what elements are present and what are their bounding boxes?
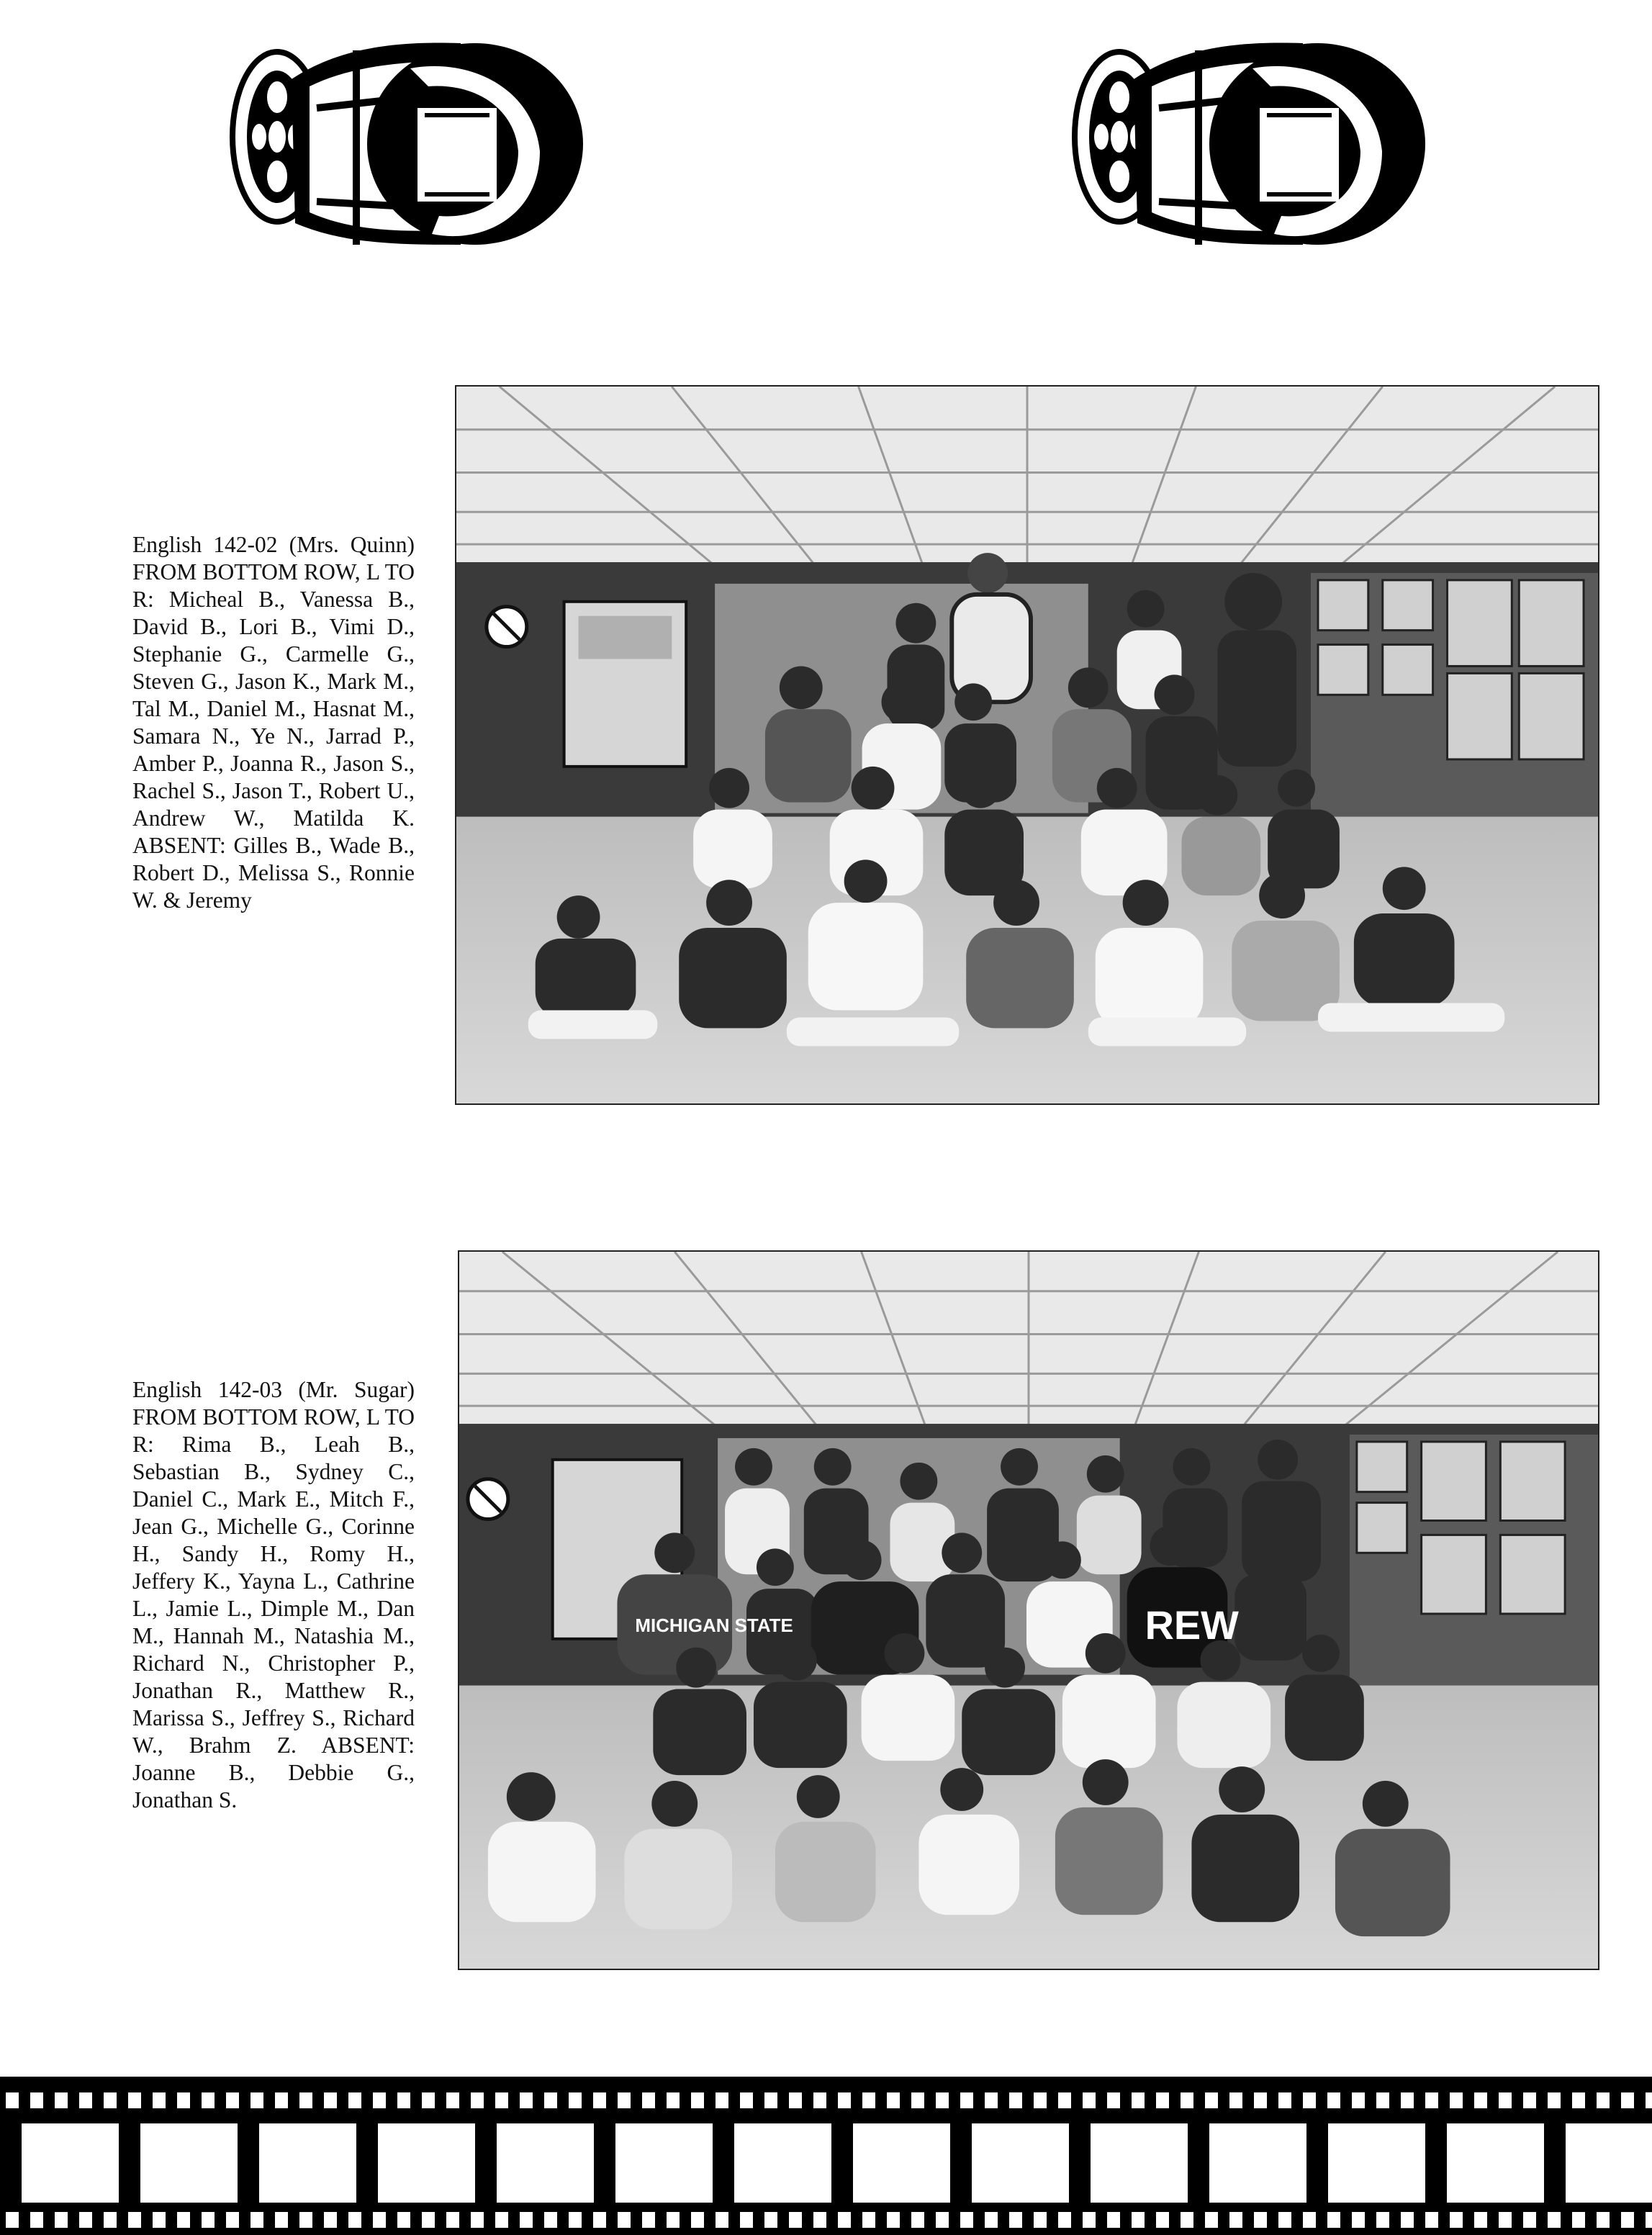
- film-frame: [734, 2123, 831, 2203]
- sprocket-hole: [838, 2212, 851, 2228]
- sprocket-hole: [911, 2212, 924, 2228]
- film-frame: [615, 2123, 713, 2203]
- film-frame: [1447, 2123, 1544, 2203]
- sprocket-hole: [691, 2212, 704, 2228]
- sprocket-hole: [1107, 2092, 1120, 2108]
- sprocket-hole: [520, 2212, 533, 2228]
- sprocket-hole: [1083, 2092, 1096, 2108]
- film-frame: [378, 2123, 475, 2203]
- sprocket-hole: [55, 2212, 68, 2228]
- sprocket-hole: [373, 2212, 386, 2228]
- sprocket-hole: [495, 2092, 508, 2108]
- sprocket-hole: [569, 2212, 582, 2228]
- sprocket-hole: [1352, 2092, 1365, 2108]
- sprocket-hole: [618, 2092, 631, 2108]
- sprocket-hole: [740, 2092, 753, 2108]
- sprocket-hole: [79, 2092, 92, 2108]
- sprocket-hole: [177, 2212, 190, 2228]
- sprocket-hole: [1009, 2092, 1022, 2108]
- sprocket-hole: [153, 2092, 166, 2108]
- sprocket-hole: [30, 2212, 43, 2228]
- sprocket-hole: [1254, 2092, 1267, 2108]
- photo-caption: English 142-02 (Mrs. Quinn) FROM BOTTOM ROW, L TO R: Micheal B., Vanessa B., David B., Lori B., Vimi D., Stephanie G., Carmelle G., Steven G., Jason K., Mark M., Tal M., Daniel M., Hasnat M., Samara N., Ye N., Jarrad P., Amber P., Joanna R., Jason S., Rachel S., Jason T., Robert U., Andrew W., Matilda K. ABSENT: Gilles B., Wade B., Robert D., Melissa S., Ronnie W. & Jeremy: [132, 532, 415, 913]
- class-group-photo: [458, 1250, 1599, 1970]
- sprocket-hole: [1499, 2092, 1512, 2108]
- sprocket-hole: [716, 2092, 728, 2108]
- film-reel-icon: [223, 29, 583, 288]
- sprocket-hole: [1597, 2092, 1610, 2108]
- sprocket-hole: [1107, 2212, 1120, 2228]
- sprocket-hole: [324, 2092, 337, 2108]
- sprocket-hole: [79, 2212, 92, 2228]
- sprocket-hole: [202, 2092, 215, 2108]
- sprocket-hole: [1474, 2092, 1487, 2108]
- sprocket-hole: [667, 2092, 680, 2108]
- sprocket-hole: [6, 2092, 19, 2108]
- sprocket-hole: [1425, 2092, 1438, 2108]
- sprocket-hole: [226, 2212, 239, 2228]
- sprocket-hole: [275, 2212, 288, 2228]
- sprocket-hole: [1229, 2092, 1242, 2108]
- sprocket-hole: [1058, 2092, 1071, 2108]
- sprocket-hole: [1376, 2092, 1389, 2108]
- sprocket-hole: [422, 2092, 435, 2108]
- sprocket-hole: [275, 2092, 288, 2108]
- sprocket-hole: [55, 2092, 68, 2108]
- sprocket-hole: [1450, 2212, 1463, 2228]
- film-frame: [853, 2123, 950, 2203]
- sprocket-hole: [324, 2212, 337, 2228]
- sprocket-hole: [1450, 2092, 1463, 2108]
- sprocket-hole: [642, 2092, 655, 2108]
- sprocket-hole: [887, 2092, 900, 2108]
- sprocket-hole: [544, 2212, 557, 2228]
- sprocket-hole: [1254, 2212, 1267, 2228]
- sprocket-hole: [128, 2092, 141, 2108]
- sprocket-hole: [764, 2212, 777, 2228]
- sprocket-hole: [422, 2212, 435, 2228]
- sprocket-hole: [1523, 2092, 1536, 2108]
- sprocket-hole: [1474, 2212, 1487, 2228]
- sprocket-hole: [911, 2092, 924, 2108]
- sprocket-hole: [813, 2212, 826, 2228]
- sprocket-hole: [177, 2092, 190, 2108]
- film-frame: [259, 2123, 356, 2203]
- sprocket-hole: [1572, 2092, 1585, 2108]
- sprocket-hole: [1034, 2212, 1047, 2228]
- sprocket-hole: [250, 2212, 263, 2228]
- sprocket-hole: [471, 2092, 484, 2108]
- sprocket-hole: [104, 2212, 117, 2228]
- film-frame: [1328, 2123, 1425, 2203]
- sprocket-hole: [789, 2092, 802, 2108]
- film-frame: [497, 2123, 594, 2203]
- sprocket-hole: [1572, 2212, 1585, 2228]
- sprocket-hole: [1278, 2212, 1291, 2228]
- sprocket-hole: [1548, 2212, 1561, 2228]
- sprocket-hole: [153, 2212, 166, 2228]
- sprocket-hole: [446, 2092, 459, 2108]
- sprocket-hole: [397, 2212, 410, 2228]
- sprocket-hole: [740, 2212, 753, 2228]
- sprocket-hole: [299, 2092, 312, 2108]
- sprocket-hole: [1058, 2212, 1071, 2228]
- sprocket-hole: [471, 2212, 484, 2228]
- sprocket-hole: [1401, 2212, 1414, 2228]
- sprocket-hole: [446, 2212, 459, 2228]
- sprocket-hole: [960, 2092, 973, 2108]
- sprocket-hole: [985, 2092, 998, 2108]
- sprocket-hole: [226, 2092, 239, 2108]
- sprocket-hole: [202, 2212, 215, 2228]
- sprocket-hole: [348, 2212, 361, 2228]
- sprocket-hole: [1156, 2212, 1169, 2228]
- sprocket-hole: [936, 2212, 949, 2228]
- sprocket-hole: [495, 2212, 508, 2228]
- sprocket-hole: [887, 2212, 900, 2228]
- sprocket-hole: [1548, 2092, 1561, 2108]
- sprocket-hole: [985, 2212, 998, 2228]
- sprocket-hole: [569, 2092, 582, 2108]
- sprocket-hole: [1205, 2092, 1218, 2108]
- film-frame: [1566, 2123, 1652, 2203]
- film-strip-icon: [0, 2077, 1652, 2235]
- sprocket-hole: [960, 2212, 973, 2228]
- sprocket-hole: [373, 2092, 386, 2108]
- sprocket-hole: [1352, 2212, 1365, 2228]
- sprocket-hole: [1132, 2092, 1145, 2108]
- sprocket-hole: [1597, 2212, 1610, 2228]
- film-frame: [1209, 2123, 1306, 2203]
- sprocket-hole: [838, 2092, 851, 2108]
- sprocket-hole: [862, 2212, 875, 2228]
- sprocket-hole: [1376, 2212, 1389, 2228]
- sprocket-hole: [618, 2212, 631, 2228]
- sprocket-hole: [1034, 2092, 1047, 2108]
- sprocket-hole: [30, 2092, 43, 2108]
- sprocket-hole: [1621, 2092, 1634, 2108]
- sprocket-hole: [593, 2212, 606, 2228]
- film-frame: [140, 2123, 238, 2203]
- sprocket-hole: [250, 2092, 263, 2108]
- photo-caption: English 142-03 (Mr. Sugar) FROM BOTTOM ROW, L TO R: Rima B., Leah B., Sebastian B., Sydney C., Daniel C., Mark E., Mitch F., Jean G., Michelle G., Corinne H., Sandy H., Romy H., Jeffery K., Yayna L., Cathrine L., Jamie L., Dimple M., Dan M., Hannah M., Natashia M., Richard N., Christopher P., Jonathan R., Matthew R., Marissa S., Jeffrey S., Richard W., Brahm Z. ABSENT: Joanne B., Debbie G., Jonathan S.: [132, 1377, 415, 1812]
- sprocket-hole: [642, 2212, 655, 2228]
- sprocket-hole: [764, 2092, 777, 2108]
- film-reel-icon: [1065, 29, 1425, 288]
- sprocket-hole: [544, 2092, 557, 2108]
- sprocket-hole: [691, 2092, 704, 2108]
- film-frame: [972, 2123, 1069, 2203]
- sprocket-hole: [1523, 2212, 1536, 2228]
- sprocket-hole: [789, 2212, 802, 2228]
- sprocket-hole: [128, 2212, 141, 2228]
- sprocket-hole: [1132, 2212, 1145, 2228]
- sprocket-hole: [1009, 2212, 1022, 2228]
- film-frame: [1091, 2123, 1188, 2203]
- sprocket-hole: [1181, 2092, 1193, 2108]
- sprocket-hole: [299, 2212, 312, 2228]
- sprocket-hole: [936, 2092, 949, 2108]
- sprocket-hole: [520, 2092, 533, 2108]
- shirt-text: REW: [1145, 1602, 1239, 1648]
- sprocket-hole: [1303, 2092, 1316, 2108]
- sprocket-hole: [716, 2212, 728, 2228]
- sprocket-hole: [593, 2092, 606, 2108]
- sprocket-hole: [397, 2092, 410, 2108]
- sprocket-hole: [1205, 2212, 1218, 2228]
- sprocket-hole: [1327, 2212, 1340, 2228]
- sprocket-hole: [104, 2092, 117, 2108]
- sprocket-hole: [667, 2212, 680, 2228]
- sprocket-hole: [1083, 2212, 1096, 2228]
- sprocket-hole: [1646, 2092, 1652, 2108]
- sprocket-hole: [348, 2092, 361, 2108]
- sprocket-hole: [1621, 2212, 1634, 2228]
- film-frame: [22, 2123, 119, 2203]
- sprocket-hole: [1181, 2212, 1193, 2228]
- sprocket-hole: [1401, 2092, 1414, 2108]
- sprocket-hole: [1229, 2212, 1242, 2228]
- sprocket-hole: [1646, 2212, 1652, 2228]
- shirt-text: MICHIGAN STATE: [635, 1615, 793, 1636]
- sprocket-hole: [1327, 2092, 1340, 2108]
- sprocket-hole: [1425, 2212, 1438, 2228]
- sprocket-hole: [1499, 2212, 1512, 2228]
- sprocket-hole: [862, 2092, 875, 2108]
- sprocket-hole: [813, 2092, 826, 2108]
- class-group-photo: [455, 385, 1599, 1105]
- sprocket-hole: [1156, 2092, 1169, 2108]
- sprocket-hole: [6, 2212, 19, 2228]
- sprocket-hole: [1278, 2092, 1291, 2108]
- sprocket-hole: [1303, 2212, 1316, 2228]
